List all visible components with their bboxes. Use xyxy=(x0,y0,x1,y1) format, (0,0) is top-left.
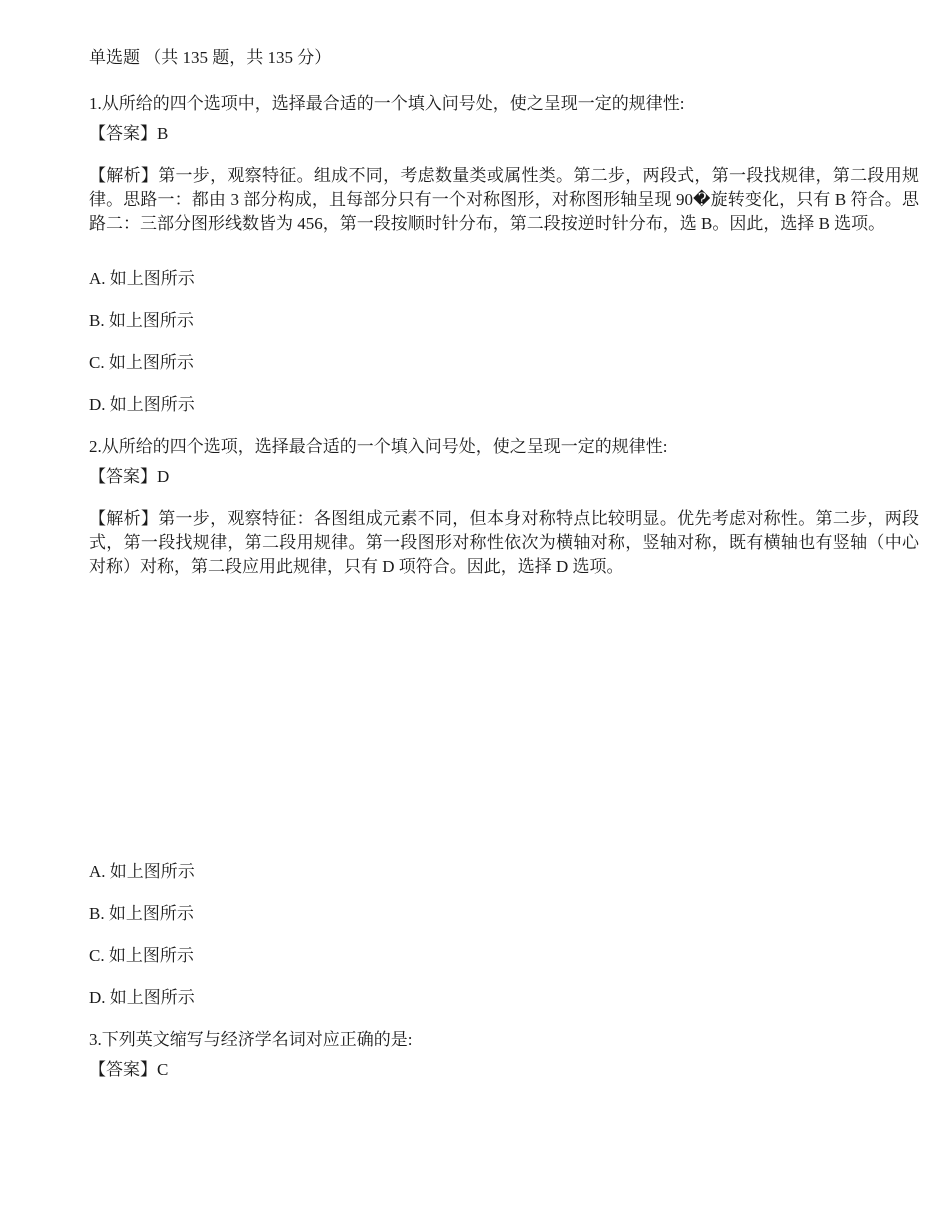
answer-line: 【答案】D xyxy=(89,467,170,486)
section-header: 单选题 （共 135 题，共 135 分） xyxy=(89,48,332,67)
answer-line: 【答案】C xyxy=(89,1060,169,1079)
document-page xyxy=(89,46,919,1100)
option-c: C. 如上图所示 xyxy=(89,946,194,965)
option-b: B. 如上图所示 xyxy=(89,311,194,330)
question-3 xyxy=(89,1028,919,1082)
option-d: D. 如上图所示 xyxy=(89,988,195,1007)
option-a: A. 如上图所示 xyxy=(89,862,195,881)
question-stem: 3.下列英文缩写与经济学名词对应正确的是: xyxy=(89,1030,413,1049)
option-a: A. 如上图所示 xyxy=(89,269,195,288)
option-d: D. 如上图所示 xyxy=(89,395,195,414)
option-c: C. 如上图所示 xyxy=(89,353,194,372)
question-1 xyxy=(89,92,919,417)
option-b: B. 如上图所示 xyxy=(89,904,194,923)
analysis-text: 【解析】第一步，观察特征：各图组成元素不同，但本身对称特点比较明显。优先考虑对称性。第二步，两段式，第一段找规律，第二段用规律。第一段图形对称性依次为横轴对称，竖轴对称，既有横轴也有竖轴（中心对称）对称，第二段应用此规律，只有 D 项符合。因此，选择 D 选项。 xyxy=(89,509,919,576)
answer-line: 【答案】B xyxy=(89,124,169,143)
question-stem: 1.从所给的四个选项中，选择最合适的一个填入问号处，使之呈现一定的规律性: xyxy=(89,94,685,113)
question-2 xyxy=(89,435,919,1010)
option-list xyxy=(89,267,919,417)
analysis-text: 【解析】第一步，观察特征。组成不同，考虑数量类或属性类。第二步，两段式，第一段找规律，第二段用规律。思路一：都由 3 部分构成，且每部分只有一个对称图形，对称图形轴呈现 90�旋转变化，只有 B 符合。思路二：三部分图形线数皆为 456，第一段按顺时针分布，第二段按逆时针分布，选 B。因此，选择 B 选项。 xyxy=(89,166,919,233)
option-list xyxy=(89,860,919,1010)
question-stem: 2.从所给的四个选项，选择最合适的一个填入问号处，使之呈现一定的规律性: xyxy=(89,437,668,456)
